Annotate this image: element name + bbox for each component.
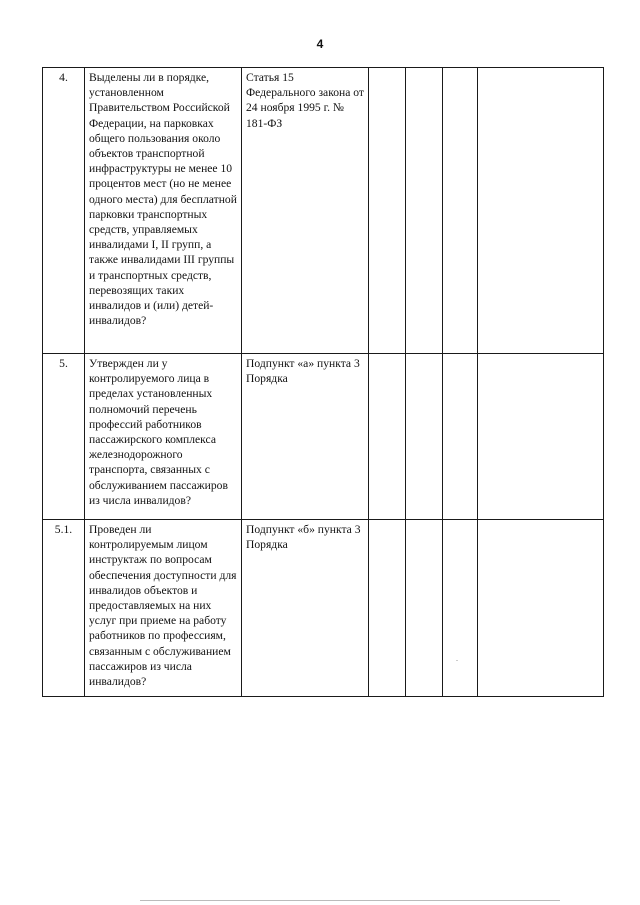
table-row (43, 68, 604, 354)
row-number: 5.1. (43, 520, 85, 697)
table-row (43, 354, 604, 520)
answer-yes-cell[interactable] (369, 68, 406, 354)
question-text: Выделены ли в порядке, установленном Правительством Российской Федерации, на парковках общего пользования около объектов транспортной инфраструктуры не менее 10 процентов мест (но не менее одного места) для бесплатной парковки транспортных средств, управляемых инвалидами I, II групп, а также инвалидами III группы и транспортных средств, перевозящих таких инвалидов и (или) детей-инвалидов? (85, 68, 242, 354)
question-text: Утвержден ли у контролируемого лица в пределах установленных полномочий перечень профессий работников пассажирского комплекса железнодорожного транспорта, связанных с обслуживанием пассажиров из числа инвалидов? (85, 354, 242, 520)
answer-no-cell[interactable] (406, 520, 443, 697)
checklist-table (42, 67, 604, 697)
question-text: Проведен ли контролируемым лицом инструктаж по вопросам обеспечения доступности для инвалидов объектов и предоставляемых на них услуг при приеме на работу работников по профессиям, связанным с обслуживанием пассажиров из числа инвалидов? (85, 520, 242, 697)
page-number: 4 (316, 37, 324, 51)
answer-yes-cell[interactable] (369, 520, 406, 697)
legal-reference: Подпункт «а» пункта 3 Порядка (242, 354, 369, 520)
legal-reference: Подпункт «б» пункта 3 Порядка (242, 520, 369, 697)
answer-na-cell[interactable] (443, 520, 478, 697)
note-cell[interactable] (478, 520, 604, 697)
scan-speck (456, 660, 458, 661)
answer-no-cell[interactable] (406, 68, 443, 354)
row-number: 5. (43, 354, 85, 520)
table-row (43, 520, 604, 697)
answer-yes-cell[interactable] (369, 354, 406, 520)
answer-na-cell[interactable] (443, 354, 478, 520)
legal-reference: Статья 15 Федерального закона от 24 ноября 1995 г. № 181-ФЗ (242, 68, 369, 354)
note-cell[interactable] (478, 68, 604, 354)
answer-no-cell[interactable] (406, 354, 443, 520)
answer-na-cell[interactable] (443, 68, 478, 354)
scan-edge-line (140, 900, 560, 901)
row-number: 4. (43, 68, 85, 354)
note-cell[interactable] (478, 354, 604, 520)
